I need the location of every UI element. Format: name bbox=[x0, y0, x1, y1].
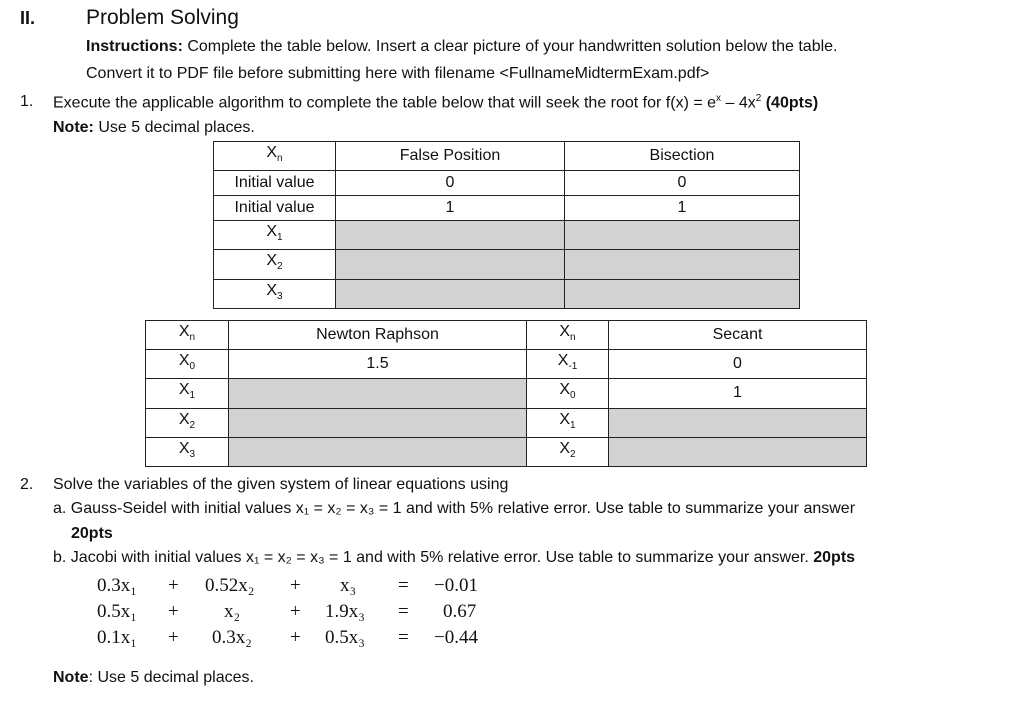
table-row bbox=[146, 408, 867, 437]
row-label: Initial value bbox=[214, 196, 336, 221]
bisection-cell[interactable] bbox=[565, 250, 800, 279]
part-b-text: b. Jacobi with initial values x₁ = x₂ = x₃ = 1 and with 5% relative error. Use table to summarize your answer. bbox=[53, 549, 814, 566]
eq2-term3: 1.9x₃ bbox=[325, 601, 365, 622]
eq3-term2: 0.3x₂ bbox=[212, 627, 252, 648]
table-row bbox=[146, 379, 867, 408]
eq2-equals: = bbox=[398, 601, 409, 622]
problem-2-note bbox=[53, 669, 254, 687]
eq3-op2: + bbox=[290, 627, 301, 648]
eq1-op2: + bbox=[290, 575, 301, 596]
false-position-cell[interactable]: 0 bbox=[336, 171, 565, 196]
row-label-x3: $X_3$ bbox=[146, 437, 229, 466]
eq3-op1: + bbox=[168, 627, 179, 648]
problem-1-note bbox=[53, 119, 255, 137]
row-label-x-1: $X_{-1}$ bbox=[527, 350, 609, 379]
bisection-cell[interactable] bbox=[565, 279, 800, 308]
eq2-op2: + bbox=[290, 601, 301, 622]
instructions-line-2: Convert it to PDF file before submitting here with filename <FullnameMidtermExam.pdf> bbox=[86, 65, 710, 82]
row-label: Initial value bbox=[214, 171, 336, 196]
table-row bbox=[214, 196, 800, 221]
table-false-position-bisection bbox=[213, 141, 800, 309]
instructions-text-1: Complete the table below. Insert a clear picture of your handwritten solution below the table. bbox=[182, 38, 838, 55]
secant-cell[interactable] bbox=[609, 437, 867, 466]
row-label-x2: $X_2$ bbox=[214, 250, 336, 279]
eq1-rhs: −0.01 bbox=[434, 575, 478, 596]
row-label-x0: $X_0$ bbox=[146, 350, 229, 379]
false-position-cell[interactable] bbox=[336, 221, 565, 250]
eq3-term3: 0.5x₃ bbox=[325, 627, 365, 648]
eq2-op1: + bbox=[168, 601, 179, 622]
header-secant: Secant bbox=[609, 321, 867, 350]
row-label-x3: $X_3$ bbox=[214, 279, 336, 308]
exponent-x: x bbox=[716, 93, 722, 104]
row-label-x0: $X_0$ bbox=[527, 379, 609, 408]
eq2-term1: 0.5x₁ bbox=[97, 601, 137, 622]
eq1-term3: x₃ bbox=[340, 575, 357, 596]
newton-raphson-cell[interactable] bbox=[229, 379, 527, 408]
part-b-points: 20pts bbox=[813, 549, 856, 566]
eq1-term2: 0.52x₂ bbox=[205, 575, 255, 596]
table-row bbox=[214, 171, 800, 196]
problem-2-part-b bbox=[53, 549, 855, 567]
bisection-cell[interactable] bbox=[565, 221, 800, 250]
note-label: Note: bbox=[53, 119, 94, 136]
problem-2-text: Solve the variables of the given system of linear equations using bbox=[53, 476, 509, 493]
row-label-x1: $X_1$ bbox=[146, 379, 229, 408]
header-newton-raphson: Newton Raphson bbox=[229, 321, 527, 350]
instructions-label: Instructions: bbox=[86, 38, 183, 55]
section-number: II. bbox=[20, 8, 36, 28]
secant-cell[interactable]: 1 bbox=[609, 379, 867, 408]
section-title: Problem Solving bbox=[86, 6, 239, 29]
eq2-rhs: 0.67 bbox=[443, 601, 477, 622]
row-label-x2: $X_2$ bbox=[527, 437, 609, 466]
header-xn-secant: $X_n$ bbox=[527, 321, 609, 350]
row-label-x1: $X_1$ bbox=[214, 221, 336, 250]
problem-2-part-a-points: 20pts bbox=[71, 525, 113, 542]
note-text: Use 5 decimal places. bbox=[93, 119, 255, 136]
false-position-cell[interactable]: 1 bbox=[336, 196, 565, 221]
exponent-2: 2 bbox=[755, 93, 762, 104]
row-label-x2: $X_2$ bbox=[146, 408, 229, 437]
table-row bbox=[146, 437, 867, 466]
bisection-cell[interactable]: 0 bbox=[565, 171, 800, 196]
newton-raphson-cell[interactable] bbox=[229, 408, 527, 437]
eq3-rhs: −0.44 bbox=[434, 627, 478, 648]
false-position-cell[interactable] bbox=[336, 279, 565, 308]
eq1-term1: 0.3x₁ bbox=[97, 575, 137, 596]
instructions-line-1 bbox=[86, 38, 838, 56]
table-row bbox=[146, 350, 867, 379]
eq1-equals: = bbox=[398, 575, 409, 596]
problem-1-points: (40pts) bbox=[761, 94, 819, 112]
newton-raphson-cell[interactable]: 1.5 bbox=[229, 350, 527, 379]
eq3-term1: 0.1x₁ bbox=[97, 627, 137, 648]
bisection-cell[interactable]: 1 bbox=[565, 196, 800, 221]
eq3-equals: = bbox=[398, 627, 409, 648]
table-header-row bbox=[214, 142, 800, 171]
table-row bbox=[214, 279, 800, 308]
eq2-term2: x₂ bbox=[224, 601, 241, 622]
problem-2-part-a: a. Gauss-Seidel with initial values x₁ = x₂ = x₃ = 1 and with 5% relative error. Use table to summarize your answer bbox=[53, 500, 856, 517]
newton-raphson-cell[interactable] bbox=[229, 437, 527, 466]
table-header-row bbox=[146, 321, 867, 350]
problem-1-text bbox=[53, 93, 818, 112]
problem-2-number: 2. bbox=[20, 476, 34, 493]
problem-1-statement-b: – 4x bbox=[721, 94, 756, 112]
header-xn: $X_n$ bbox=[214, 142, 336, 171]
table-newton-secant bbox=[145, 320, 867, 467]
header-xn: $X_n$ bbox=[146, 321, 229, 350]
false-position-cell[interactable] bbox=[336, 250, 565, 279]
secant-cell[interactable]: 0 bbox=[609, 350, 867, 379]
header-bisection: Bisection bbox=[565, 142, 800, 171]
problem-1-statement: Execute the applicable algorithm to complete the table below that will seek the root for f(x) = e bbox=[53, 94, 717, 112]
row-label-x1: $X_1$ bbox=[527, 408, 609, 437]
eq1-op1: + bbox=[168, 575, 179, 596]
secant-cell[interactable] bbox=[609, 408, 867, 437]
problem-1-number: 1. bbox=[20, 93, 34, 110]
note-label: Note bbox=[53, 669, 89, 686]
note-text: : Use 5 decimal places. bbox=[88, 669, 254, 686]
header-false-position: False Position bbox=[336, 142, 565, 171]
table-row bbox=[214, 250, 800, 279]
table-row bbox=[214, 221, 800, 250]
